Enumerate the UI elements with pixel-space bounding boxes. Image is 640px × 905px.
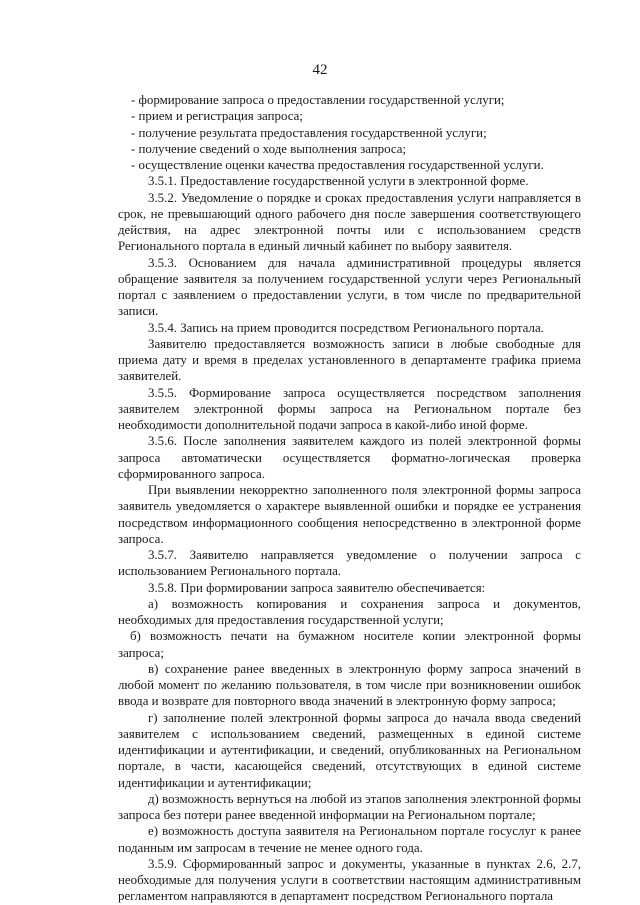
document-body: [118, 92, 581, 905]
subitem-e: е) возможность доступа заявителя на Региональном портале госуслуг к ранее поданным им запросам в течение не менее одного года.: [118, 824, 581, 855]
paragraph-3-5-4: 3.5.4. Запись на прием проводится посредством Регионального портала.: [148, 320, 544, 335]
list-item: - получение сведений о ходе выполнения запроса;: [131, 141, 407, 156]
paragraph-3-5-8: 3.5.8. При формировании запроса заявителю обеспечивается:: [148, 580, 486, 595]
list-item: - осуществление оценки качества предоставления государственной услуги.: [131, 158, 544, 172]
paragraph-3-5-5: 3.5.5. Формирование запроса осуществляется посредством заполнения заявителем электронной формы запроса на Региональном портале без необходимости дополнительной подачи запроса в какой-либо иной форме.: [118, 385, 581, 432]
paragraph-3-5-6: 3.5.6. После заполнения заявителем каждого из полей электронной формы запроса автоматически осуществляется форматно-логическая проверка сформированного запроса.: [118, 434, 581, 481]
paragraph-3-5-7: 3.5.7. Заявителю направляется уведомление о получении запроса с использованием Регионального портала.: [118, 548, 581, 579]
page-number: 42: [312, 62, 328, 78]
paragraph-3-5-1: 3.5.1. Предоставление государственной услуги в электронной форме.: [148, 174, 529, 189]
subitem-v: в) сохранение ранее введенных в электронную форму запроса значений в любой момент по желанию пользователя, в том числе при возникновении ошибок ввода и возврате для повторного ввода значений в электронную форму запроса;: [118, 661, 581, 709]
list-item: - прием и регистрация запроса;: [131, 109, 303, 124]
paragraph-error-notice: При выявлении некорректно заполненного поля электронной формы запроса заявитель уведомляется о характере выявленной ошибки и порядке ее устранения посредством информационного сообщения непосредственно в электронной форме запроса.: [118, 483, 581, 546]
subitem-b: б) возможность печати на бумажном носителе копии электронной формы запроса;: [118, 629, 581, 660]
list-item: - получение результата предоставления государственной услуги;: [131, 125, 487, 140]
list-item: - формирование запроса о предоставлении государственной услуги;: [131, 93, 505, 107]
paragraph-appointment: Заявителю предоставляется возможность записи в любые свободные для приема дату и время в пределах установленного в департаменте графика приема заявителей.: [118, 336, 581, 384]
subitem-a: а) возможность копирования и сохранения запроса и документов, необходимых для предоставления государственной услуги;: [118, 596, 581, 627]
subitem-d: д) возможность вернуться на любой из этапов заполнения электронной формы запроса без потери ранее введенной информации на Региональном портале;: [118, 791, 581, 822]
paragraph-3-5-2: 3.5.2. Уведомление о порядке и сроках предоставления услуги направляется в срок, не превышающий одного рабочего дня после завершения соответствующего действия, на адрес электронной почты или с использованием средств Регионального портала в единый личный кабинет по выбору заявителя.: [118, 190, 581, 254]
subitem-g: г) заполнение полей электронной формы запроса до начала ввода сведений заявителем с использованием сведений, размещенных в единой системе идентификации и аутентификации, и сведений, опубликованных на Региональном портале, в части, касающейся сведений, отсутствующих в единой системе идентификации и аутентификации;: [118, 710, 581, 790]
paragraph-3-5-9: 3.5.9. Сформированный запрос и документы, указанные в пунктах 2.6, 2.7, необходимые для получения услуги в соответствии настоящим административным регламентом направляются в департамент посредством Регионального портала: [118, 856, 581, 904]
paragraph-3-5-3: 3.5.3. Основанием для начала административной процедуры является обращение заявителя за получением государственной услуги через Региональный портал с заявлением о предоставлении услуги, в том числе по предварительной записи.: [118, 255, 581, 319]
